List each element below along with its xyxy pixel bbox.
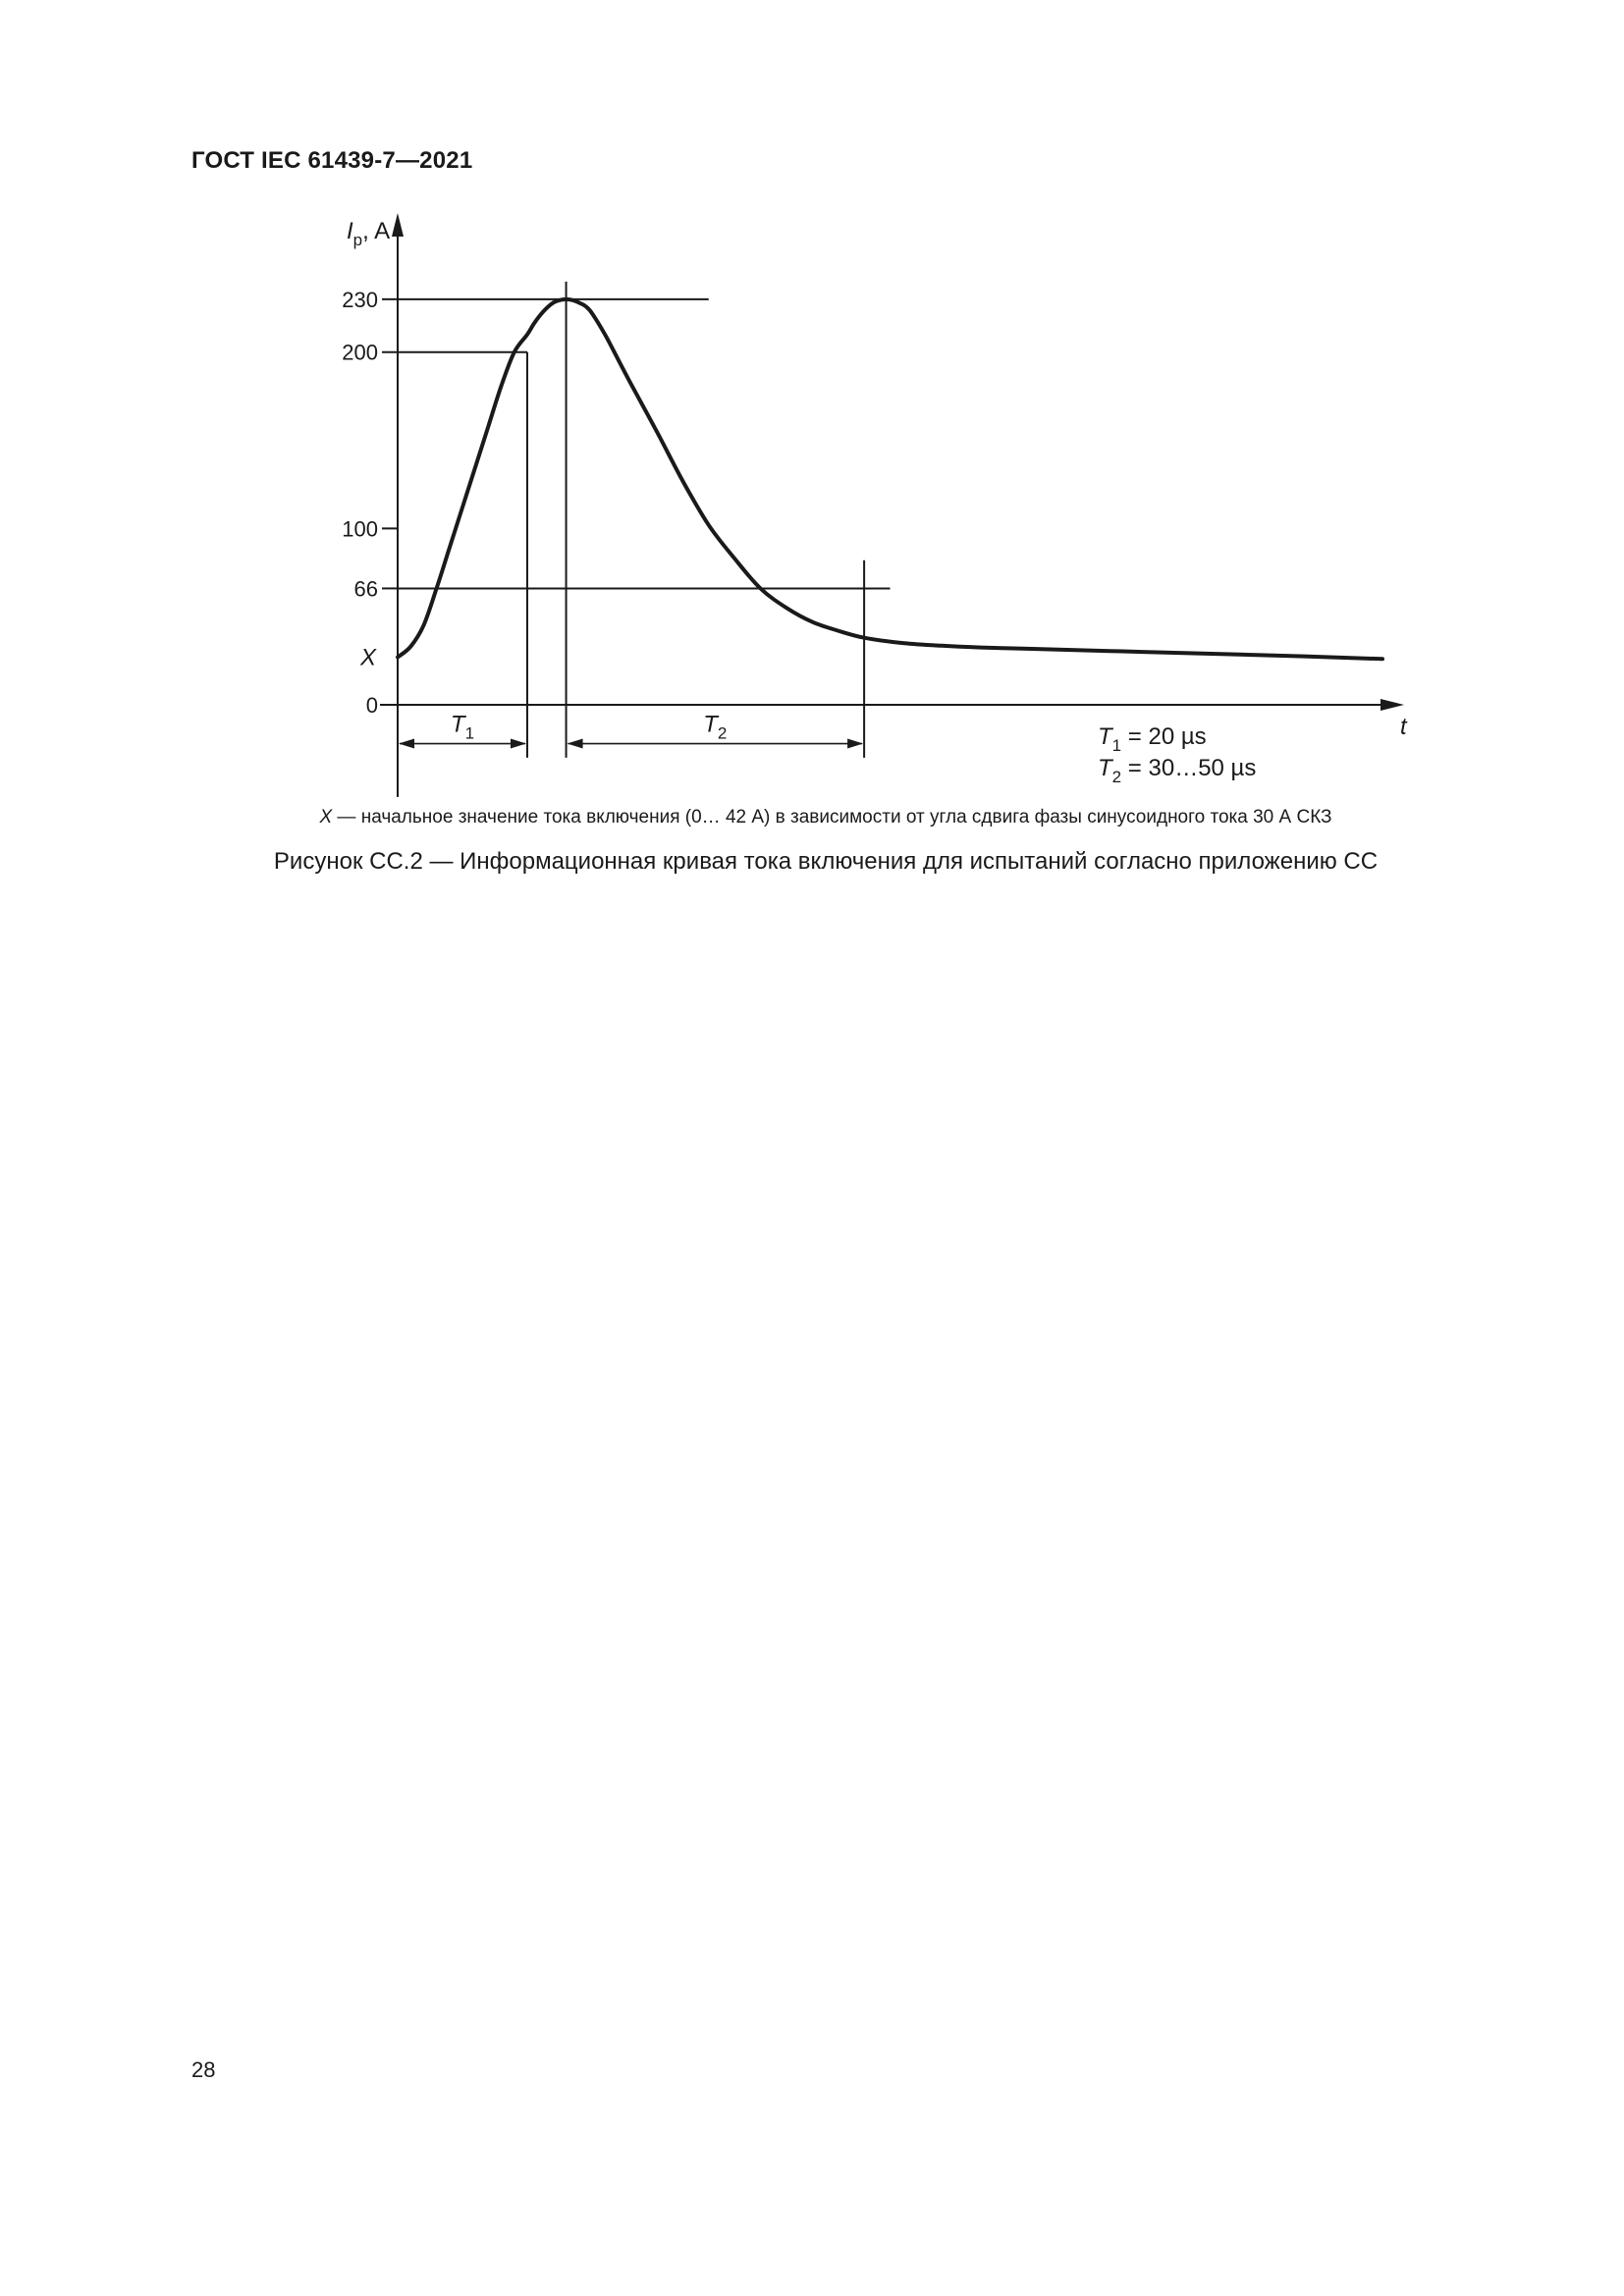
x-axis-arrow xyxy=(1380,699,1404,711)
interval-arrow-right xyxy=(847,739,863,749)
document-header: ГОСТ IEC 61439-7—2021 xyxy=(191,147,473,174)
inrush-current-curve xyxy=(398,299,1382,659)
y-tick-label: 100 xyxy=(342,516,378,542)
interval-label: $T_1$ xyxy=(450,711,475,743)
page-number: 28 xyxy=(191,2057,216,2082)
interval-arrow-right xyxy=(511,739,526,749)
interval-arrow-left xyxy=(399,739,414,749)
interval-arrow-left xyxy=(568,739,583,749)
interval-label: $T_2$ xyxy=(703,711,728,743)
y-tick-label: 0 xyxy=(365,693,378,718)
y-marker-label: X xyxy=(359,644,376,671)
y-axis-label: $I_p$, A xyxy=(347,218,391,249)
figure-note-symbol: X xyxy=(319,807,333,828)
figure-note xyxy=(0,807,1624,828)
annotation-text: $T_1 = 20$ µs xyxy=(1098,723,1207,755)
y-tick-label: 200 xyxy=(342,340,378,365)
annotation-text: $T_2$ = 30…50 µs xyxy=(1098,755,1257,786)
y-tick-label: 230 xyxy=(342,287,378,312)
figure-title: Рисунок СС.2 — Информационная кривая тока включения для испытаний согласно приложению СС xyxy=(273,848,1379,875)
inrush-current-chart xyxy=(0,0,1624,805)
y-tick-label: 66 xyxy=(353,576,378,602)
x-axis-label: t xyxy=(1400,714,1407,740)
figure-note-text: — начальное значение тока включения (0… 42 А) в зависимости от угла сдвига фазы синусоидного тока 30 А СКЗ xyxy=(332,807,1332,828)
y-axis-arrow xyxy=(392,213,404,237)
